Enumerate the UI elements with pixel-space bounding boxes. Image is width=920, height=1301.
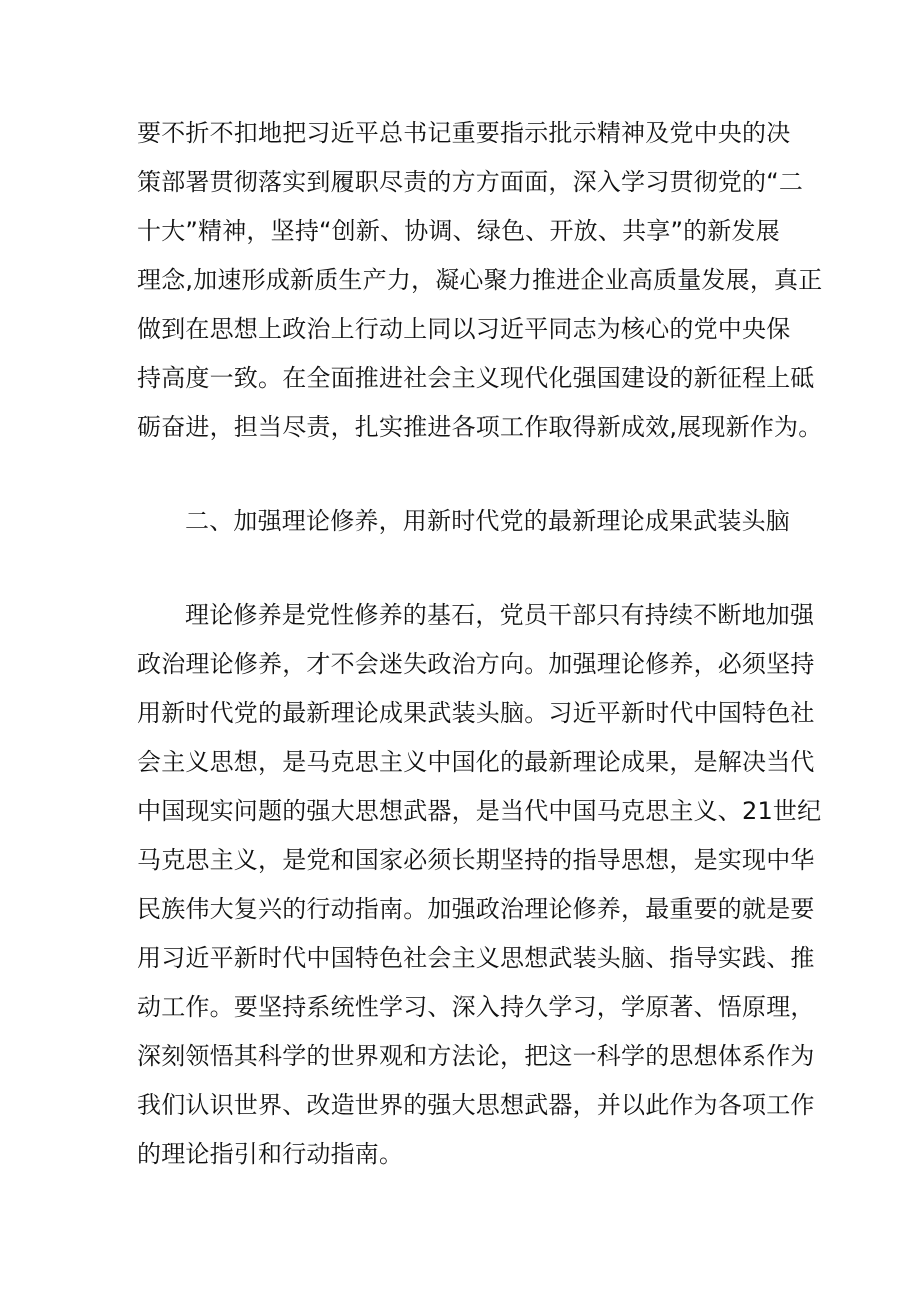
paragraph-line: 马克思主义，是党和国家必须长期坚持的指导思想，是实现中华	[137, 846, 815, 874]
section-heading: 二、加强理论修养，用新时代党的最新理论成果武装头脑	[185, 507, 790, 535]
paragraph-line: 策部署贯彻落实到履职尽责的方方面面，深入学习贯彻党的“二	[137, 168, 804, 196]
paragraph-line: 要不折不扣地把习近平总书记重要指示批示精神及党中央的决	[137, 119, 791, 147]
paragraph-line: 我们认识世界、改造世界的强大思想武器，并以此作为各项工作	[137, 1091, 815, 1119]
paragraph-line: 政治理论修养，才不会迷失政治方向。加强理论修养，必须坚持	[137, 650, 815, 678]
paragraph-line: 十大”精神，坚持“创新、协调、绿色、开放、共享”的新发展	[137, 217, 780, 245]
paragraph-line: 理念,加速形成新质生产力，凝心聚力推进企业高质量发展，真正	[137, 266, 823, 294]
paragraph-line: 持高度一致。在全面推进社会主义现代化强国建设的新征程上砥	[137, 364, 815, 392]
paragraph-line: 深刻领悟其科学的世界观和方法论，把这一科学的思想体系作为	[137, 1042, 815, 1070]
paragraph-line: 民族伟大复兴的行动指南。加强政治理论修养，最重要的就是要	[137, 895, 815, 923]
paragraph-line: 做到在思想上政治上行动上同以习近平同志为核心的党中央保	[137, 315, 791, 343]
paragraph-line: 用习近平新时代中国特色社会主义思想武装头脑、指导实践、推	[137, 944, 815, 972]
paragraph-line: 理论修养是党性修养的基石，党员干部只有持续不断地加强	[185, 601, 815, 629]
paragraph-line: 会主义思想，是马克思主义中国化的最新理论成果，是解决当代	[137, 748, 815, 776]
paragraph-line: 中国现实问题的强大思想武器，是当代中国马克思主义、21世纪	[137, 797, 822, 825]
paragraph-line: 用新时代党的最新理论成果武装头脑。习近平新时代中国特色社	[137, 699, 815, 727]
paragraph-line: 动工作。要坚持系统性学习、深入持久学习，学原著、悟原理，	[137, 993, 815, 1021]
paragraph-line: 砺奋进，担当尽责，扎实推进各项工作取得新成效,展现新作为。	[137, 413, 823, 441]
paragraph-line: 的理论指引和行动指南。	[137, 1140, 404, 1168]
